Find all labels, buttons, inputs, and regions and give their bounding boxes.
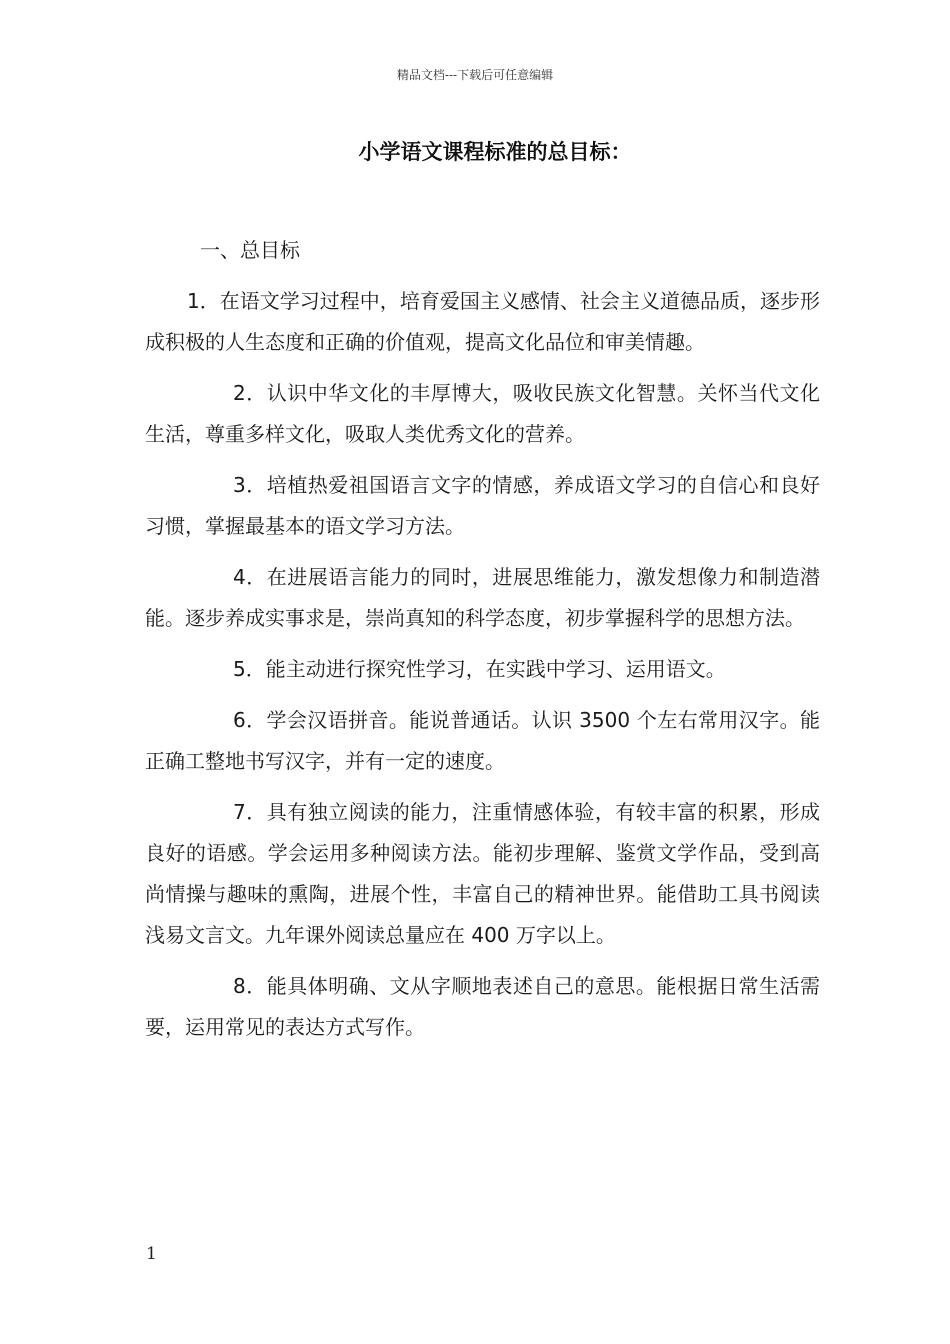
page-header: 精品文档---下载后可任意编辑 bbox=[396, 68, 554, 82]
list-item: 3．培植热爱祖国语言文字的情感，养成语文学习的自信心和良好习惯，掌握最基本的语文学习方法。 bbox=[145, 473, 820, 538]
list-item: 4．在进展语言能力的同时，进展思维能力，激发想像力和制造潜能。逐步养成实事求是，崇尚真知的科学态度，初步掌握科学的思想方法。 bbox=[145, 565, 820, 630]
section-heading: 一、总目标 bbox=[200, 238, 300, 262]
list-item: 7．具有独立阅读的能力，注重情感体验，有较丰富的积累，形成良好的语感。学会运用多种阅读方法。能初步理解、鉴赏文学作品，受到高尚情操与趣味的熏陶，进展个性，丰富自己的精神世界。能借助工具书阅读浅易文言文。九年课外阅读总量应在 400 万字以上。 bbox=[145, 800, 820, 947]
page-number: 1 bbox=[146, 1244, 157, 1264]
document-title: 小学语文课程标准的总目标： bbox=[358, 139, 632, 164]
document-body bbox=[145, 230, 820, 1058]
list-item: 2．认识中华文化的丰厚博大，吸收民族文化智慧。关怀当代文化生活，尊重多样文化，吸取人类优秀文化的营养。 bbox=[145, 381, 820, 446]
list-item: 8．能具体明确、文从字顺地表述自己的意思。能根据日常生活需要，运用常见的表达方式写作。 bbox=[145, 974, 820, 1039]
list-item: 5．能主动进行探究性学习，在实践中学习、运用语文。 bbox=[233, 657, 726, 681]
list-item: 6．学会汉语拼音。能说普通话。认识 3500 个左右常用汉字。能正确工整地书写汉字，并有一定的速度。 bbox=[145, 708, 820, 773]
list-item: 1．在语文学习过程中，培育爱国主义感情、社会主义道德品质，逐步形成积极的人生态度和正确的价值观，提高文化品位和审美情趣。 bbox=[145, 289, 820, 354]
